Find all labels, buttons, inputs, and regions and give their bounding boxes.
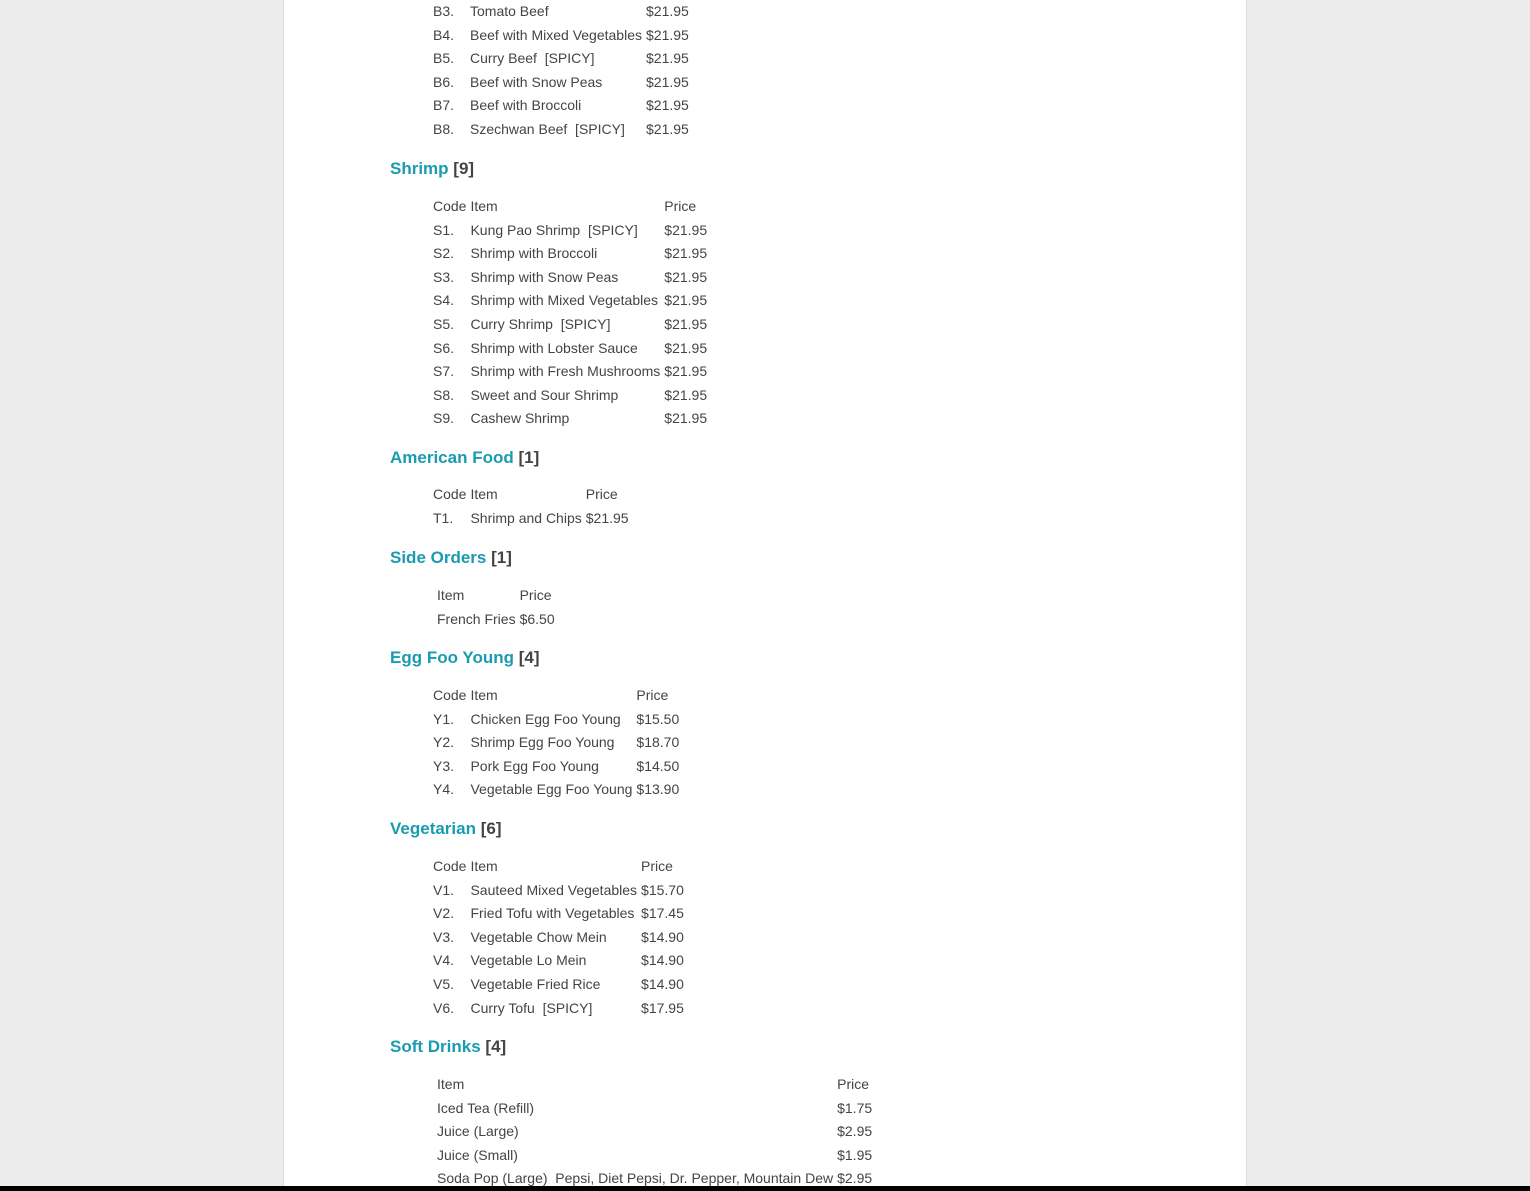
header-item: Item bbox=[470, 858, 498, 874]
table-row bbox=[433, 47, 689, 71]
section-title-soft-drinks bbox=[390, 1037, 506, 1057]
item-code: S9. bbox=[433, 410, 455, 427]
item-name: Curry Beef [SPICY] bbox=[470, 50, 595, 67]
beef-table bbox=[429, 0, 693, 142]
item-code: S1. bbox=[433, 221, 455, 238]
item-code: V5. bbox=[433, 975, 455, 992]
item-price: $21.95 bbox=[664, 363, 708, 380]
item-name: Shrimp with Snow Peas bbox=[470, 268, 619, 285]
item-code: V3. bbox=[433, 928, 455, 945]
item-code: V6. bbox=[433, 999, 455, 1016]
item-name: Iced Tea (Refill) bbox=[437, 1099, 535, 1116]
item-price: $21.95 bbox=[664, 386, 708, 403]
header-price: Price bbox=[636, 687, 669, 703]
item-name: Shrimp Egg Foo Young bbox=[470, 734, 615, 751]
item-price: $21.95 bbox=[646, 3, 689, 19]
header-price: Price bbox=[519, 587, 552, 603]
item-name: Curry Tofu [SPICY] bbox=[470, 999, 593, 1016]
table-row bbox=[433, 384, 707, 408]
item-code: S5. bbox=[433, 315, 455, 332]
american-food-table bbox=[429, 483, 633, 530]
section-title-vegetarian bbox=[390, 819, 502, 839]
item-price: $21.95 bbox=[585, 509, 629, 526]
item-price: $1.95 bbox=[837, 1146, 873, 1163]
item-name: Shrimp with Lobster Sauce bbox=[470, 339, 638, 356]
item-price: $14.90 bbox=[641, 975, 684, 992]
item-name: Fried Tofu with Vegetables bbox=[470, 905, 635, 922]
table-row bbox=[433, 94, 689, 118]
item-code: S6. bbox=[433, 339, 455, 356]
item-price: $18.70 bbox=[636, 734, 680, 751]
item-name: Shrimp with Fresh Mushrooms bbox=[470, 363, 661, 380]
table-row bbox=[433, 219, 707, 243]
section-count: [6] bbox=[480, 819, 502, 838]
item-price: $14.90 bbox=[641, 928, 684, 945]
section-count: [4] bbox=[518, 648, 540, 667]
table-header-row bbox=[437, 584, 555, 608]
item-price: $14.50 bbox=[636, 757, 680, 774]
item-name: French Fries bbox=[437, 610, 516, 627]
item-code: Y2. bbox=[433, 734, 455, 751]
item-code: V2. bbox=[433, 905, 455, 922]
item-name: Cashew Shrimp bbox=[470, 410, 570, 427]
side-orders-table bbox=[433, 584, 559, 631]
section-title-side-orders bbox=[390, 548, 512, 568]
item-price: $21.95 bbox=[646, 120, 689, 137]
table-header-row bbox=[433, 195, 707, 219]
table-header-row bbox=[433, 483, 629, 507]
item-price: $21.95 bbox=[646, 73, 689, 90]
shrimp-table bbox=[429, 195, 711, 431]
item-price: $21.95 bbox=[646, 50, 689, 67]
table-row bbox=[433, 337, 707, 361]
item-name: Beef with Broccoli bbox=[470, 97, 582, 114]
item-price: $21.95 bbox=[664, 315, 708, 332]
table-row bbox=[433, 360, 707, 384]
section-name: Egg Foo Young bbox=[390, 648, 515, 667]
table-row bbox=[433, 949, 684, 973]
section-name: American Food bbox=[390, 448, 514, 467]
item-price: $1.75 bbox=[837, 1099, 873, 1116]
item-code: S4. bbox=[433, 292, 455, 309]
table-row bbox=[433, 24, 689, 48]
item-code: V1. bbox=[433, 881, 455, 898]
item-price: $2.95 bbox=[837, 1123, 873, 1140]
item-code: Y3. bbox=[433, 757, 455, 774]
table-row bbox=[433, 118, 689, 142]
header-item: Item bbox=[470, 486, 498, 502]
item-name: Szechwan Beef [SPICY] bbox=[470, 120, 625, 137]
table-row bbox=[433, 266, 707, 290]
item-name: Beef with Mixed Vegetables bbox=[470, 26, 642, 43]
section-name: Side Orders bbox=[390, 548, 487, 567]
table-row bbox=[433, 731, 679, 755]
item-name: Shrimp with Mixed Vegetables bbox=[470, 292, 659, 309]
section-count: [1] bbox=[491, 548, 512, 567]
section-title-shrimp bbox=[390, 159, 474, 179]
header-price: Price bbox=[664, 198, 697, 214]
header-item: Item bbox=[470, 198, 498, 214]
section-count: [9] bbox=[453, 159, 475, 178]
item-code: S2. bbox=[433, 245, 455, 262]
table-row bbox=[433, 71, 689, 95]
item-code: S7. bbox=[433, 363, 455, 380]
item-price: $21.95 bbox=[664, 268, 708, 285]
item-price: $21.95 bbox=[646, 97, 689, 114]
item-name: Vegetable Chow Mein bbox=[470, 928, 607, 945]
header-item: Item bbox=[470, 687, 498, 703]
header-code: Code bbox=[433, 486, 467, 502]
header-code: Code bbox=[433, 687, 467, 703]
item-code: B7. bbox=[433, 97, 455, 114]
header-price: Price bbox=[837, 1076, 870, 1092]
table-row bbox=[437, 1097, 872, 1121]
item-code: B3. bbox=[433, 3, 455, 19]
table-row bbox=[437, 1144, 872, 1168]
item-price: $21.95 bbox=[646, 26, 689, 43]
item-name: Sweet and Sour Shrimp bbox=[470, 386, 619, 403]
table-row bbox=[433, 997, 684, 1021]
section-count: [4] bbox=[485, 1037, 507, 1056]
section-name: Soft Drinks bbox=[390, 1037, 481, 1056]
item-name: Vegetable Fried Rice bbox=[470, 975, 601, 992]
item-price: $2.95 bbox=[837, 1170, 873, 1187]
table-row bbox=[433, 973, 684, 997]
section-count: [1] bbox=[518, 448, 540, 467]
item-name: Juice (Small) bbox=[437, 1146, 518, 1163]
table-row bbox=[437, 1120, 872, 1144]
table-row bbox=[433, 902, 684, 926]
item-code: S8. bbox=[433, 386, 455, 403]
item-name: Vegetable Lo Mein bbox=[470, 952, 587, 969]
item-price: $14.90 bbox=[641, 952, 684, 969]
item-name: Sauteed Mixed Vegetables bbox=[470, 881, 638, 898]
item-name: Shrimp with Broccoli bbox=[470, 245, 598, 262]
table-header-row bbox=[433, 684, 679, 708]
item-name: Soda Pop (Large) Pepsi, Diet Pepsi, Dr. Pepper, Mountain Dew bbox=[437, 1170, 834, 1187]
item-price: $17.95 bbox=[641, 999, 684, 1016]
table-row bbox=[433, 242, 707, 266]
header-price: Price bbox=[641, 858, 673, 874]
item-name: Kung Pao Shrimp [SPICY] bbox=[470, 221, 638, 238]
item-code: S3. bbox=[433, 268, 455, 285]
header-price: Price bbox=[585, 486, 618, 502]
item-name: Beef with Snow Peas bbox=[470, 73, 603, 90]
item-price: $13.90 bbox=[636, 781, 680, 798]
item-name: Shrimp and Chips bbox=[470, 509, 582, 526]
bottom-edge-bar bbox=[0, 1186, 1530, 1191]
header-code: Code bbox=[433, 858, 467, 874]
table-row bbox=[433, 289, 707, 313]
table-row bbox=[433, 755, 679, 779]
item-code: Y1. bbox=[433, 710, 455, 727]
item-code: B4. bbox=[433, 26, 455, 43]
item-price: $21.95 bbox=[664, 292, 708, 309]
table-row bbox=[433, 926, 684, 950]
item-price: $21.95 bbox=[664, 410, 708, 427]
table-row bbox=[433, 778, 679, 802]
header-item: Item bbox=[437, 587, 465, 603]
item-code: Y4. bbox=[433, 781, 455, 798]
section-title-american-food bbox=[390, 448, 539, 468]
item-name: Tomato Beef bbox=[470, 3, 549, 19]
item-price: $15.70 bbox=[641, 881, 684, 898]
item-code: B5. bbox=[433, 50, 455, 67]
item-name: Pork Egg Foo Young bbox=[470, 757, 599, 774]
item-price: $6.50 bbox=[519, 610, 555, 627]
table-row bbox=[433, 407, 707, 431]
table-header-row bbox=[433, 855, 684, 879]
item-price: $21.95 bbox=[664, 221, 708, 238]
section-title-egg-foo-young bbox=[390, 648, 540, 668]
table-row bbox=[433, 0, 689, 24]
item-name: Vegetable Egg Foo Young bbox=[470, 781, 633, 798]
item-price: $21.95 bbox=[664, 339, 708, 356]
soft-drinks-table bbox=[433, 1073, 876, 1191]
item-price: $15.50 bbox=[636, 710, 680, 727]
table-header-row bbox=[437, 1073, 872, 1097]
item-price: $21.95 bbox=[664, 245, 708, 262]
table-row bbox=[437, 608, 555, 632]
egg-foo-young-table bbox=[429, 684, 683, 802]
table-row bbox=[433, 708, 679, 732]
item-name: Chicken Egg Foo Young bbox=[470, 710, 621, 727]
item-code: B6. bbox=[433, 73, 455, 90]
item-code: V4. bbox=[433, 952, 455, 969]
table-row bbox=[433, 879, 684, 903]
item-name: Curry Shrimp [SPICY] bbox=[470, 315, 611, 332]
vegetarian-table bbox=[429, 855, 688, 1020]
section-name: Vegetarian bbox=[390, 819, 476, 838]
item-price: $17.45 bbox=[641, 905, 684, 922]
item-code: T1. bbox=[433, 509, 454, 526]
item-name: Juice (Large) bbox=[437, 1123, 519, 1140]
item-code: B8. bbox=[433, 120, 455, 137]
table-row bbox=[433, 507, 629, 531]
header-code: Code bbox=[433, 198, 467, 214]
table-row bbox=[433, 313, 707, 337]
section-name: Shrimp bbox=[390, 159, 449, 178]
header-item: Item bbox=[437, 1076, 465, 1092]
